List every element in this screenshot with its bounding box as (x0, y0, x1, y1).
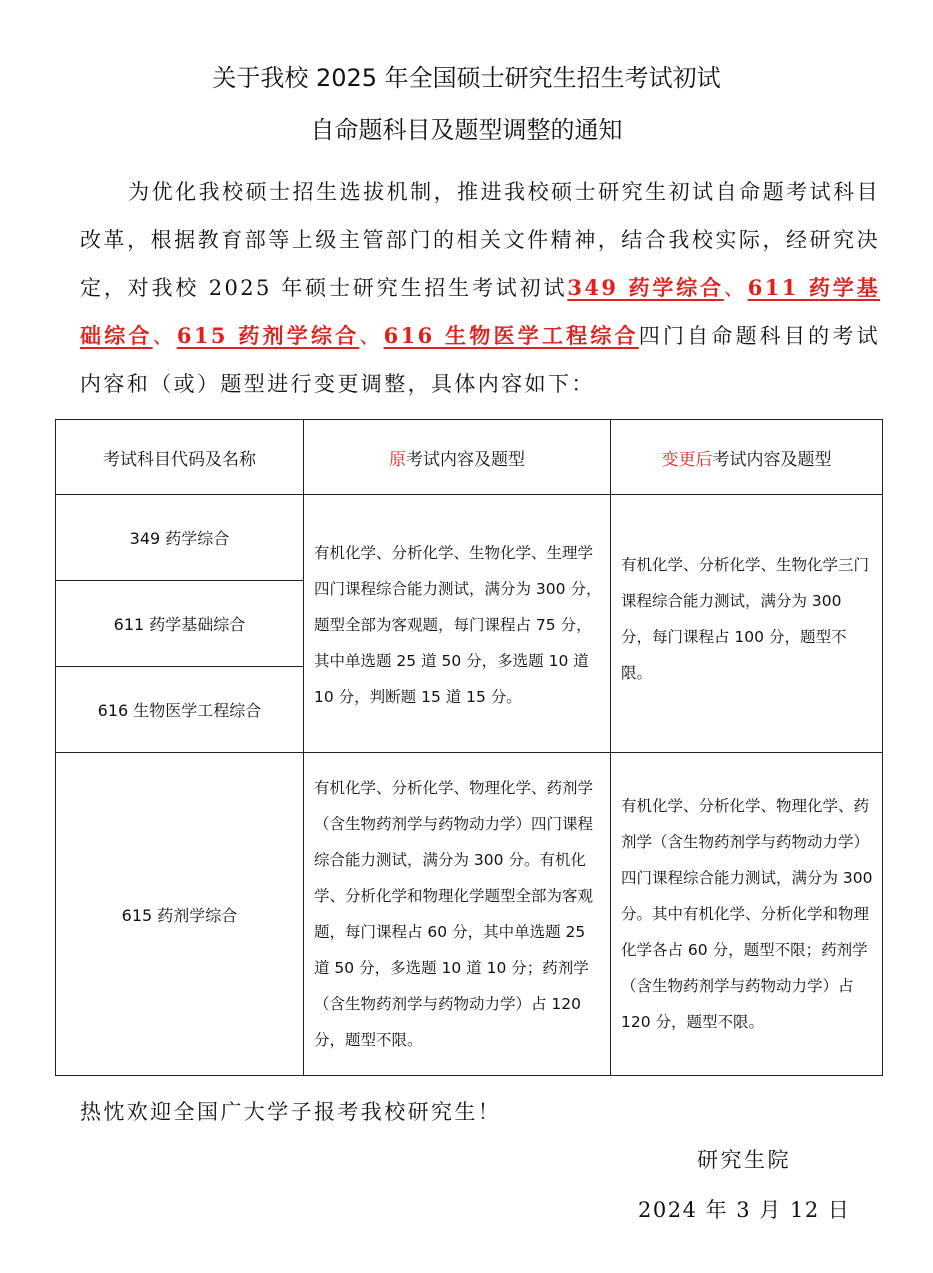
header-changed-rest: 考试内容及题型 (712, 449, 832, 470)
subject-change-table (55, 419, 883, 1076)
notice-title-line-2: 自命题科目及题型调整的通知 (310, 116, 623, 144)
intro-text-part-2: 四门自命题科目的考试内容和（或）题型进行变更调整，具体内容如下： (80, 324, 880, 396)
table-row (56, 753, 883, 1076)
subject-611-cell: 611 药学基础综合 (56, 581, 304, 667)
intro-text-part-1: 为优化我校硕士招生选拔机制，推进我校硕士研究生初试自命题考试科目改革，根据教育部等上级主管部门的相关文件精神，结合我校实际，经研究决定，对我校 2025 年硕士研究生招生考试初试 (80, 180, 880, 300)
signature-graduate-school: 研究生院 (697, 1148, 791, 1172)
closing-welcome-text: 热忱欢迎全国广大学子报考我校研究生！ (80, 1100, 502, 1124)
group1-original-text: 有机化学、分析化学、生物化学、生理学四门课程综合能力测试，满分为 300 分，题型全部为客观题，每门课程占 75 分，其中单选题 25 道 50 分，多选题 10 道 10 分，判断题 15 道 15 分。 (314, 543, 602, 706)
highlight-subject-349: 349 药学综合 (567, 275, 724, 300)
group1-changed-cell (611, 495, 883, 753)
table-header-row (56, 420, 883, 495)
group2-original-cell (304, 753, 611, 1076)
highlight-subject-616: 616 生物医学工程综合 (383, 323, 639, 348)
group2-changed-cell (611, 753, 883, 1076)
subject-separator: 、 (723, 276, 748, 300)
header-subject-code-name: 考试科目代码及名称 (56, 420, 304, 495)
intro-paragraph (80, 168, 880, 408)
header-changed-content (611, 420, 883, 495)
highlight-subject-611: 611 药学基础综合 (80, 275, 880, 348)
header-original-content (304, 420, 611, 495)
subject-separator: 、 (359, 324, 384, 348)
group2-original-text: 有机化学、分析化学、物理化学、药剂学（含生物药剂学与药物动力学）四门课程综合能力测试，满分为 300 分。有机化学、分析化学和物理化学题型全部为客观题，每门课程占 60 分，其中单选题 25 道 50 分，多选题 10 道 10 分；药剂学（含生物药剂学与药物动力学）占 120 分，题型不限。 (314, 779, 594, 1049)
subject-separator: 、 (152, 324, 177, 348)
subject-349-cell: 349 药学综合 (56, 495, 304, 581)
header-changed-prefix: 变更后 (661, 449, 713, 470)
group1-changed-text: 有机化学、分析化学、生物化学三门课程综合能力测试，满分为 300 分，每门课程占 100 分，题型不限。 (621, 555, 870, 682)
notice-title-line-1: 关于我校 2025 年全国硕士研究生招生考试初试 (212, 64, 721, 92)
subject-616-cell: 616 生物医学工程综合 (56, 667, 304, 753)
header-original-prefix: 原 (389, 449, 406, 470)
header-original-rest: 考试内容及题型 (406, 449, 525, 470)
notice-date: 2024 年 3 月 12 日 (638, 1198, 851, 1222)
group2-changed-text: 有机化学、分析化学、物理化学、药剂学（含生物药剂学与药物动力学）四门课程综合能力测试，满分为 300 分。其中有机化学、分析化学和物理化学各占 60 分，题型不限；药剂学（含生物药剂学与药物动力学）占 120 分，题型不限。 (621, 797, 873, 1031)
group1-original-cell (304, 495, 611, 753)
highlight-subject-615: 615 药剂学综合 (176, 323, 360, 348)
subject-615-cell: 615 药剂学综合 (56, 753, 304, 1076)
table-row (56, 495, 883, 581)
